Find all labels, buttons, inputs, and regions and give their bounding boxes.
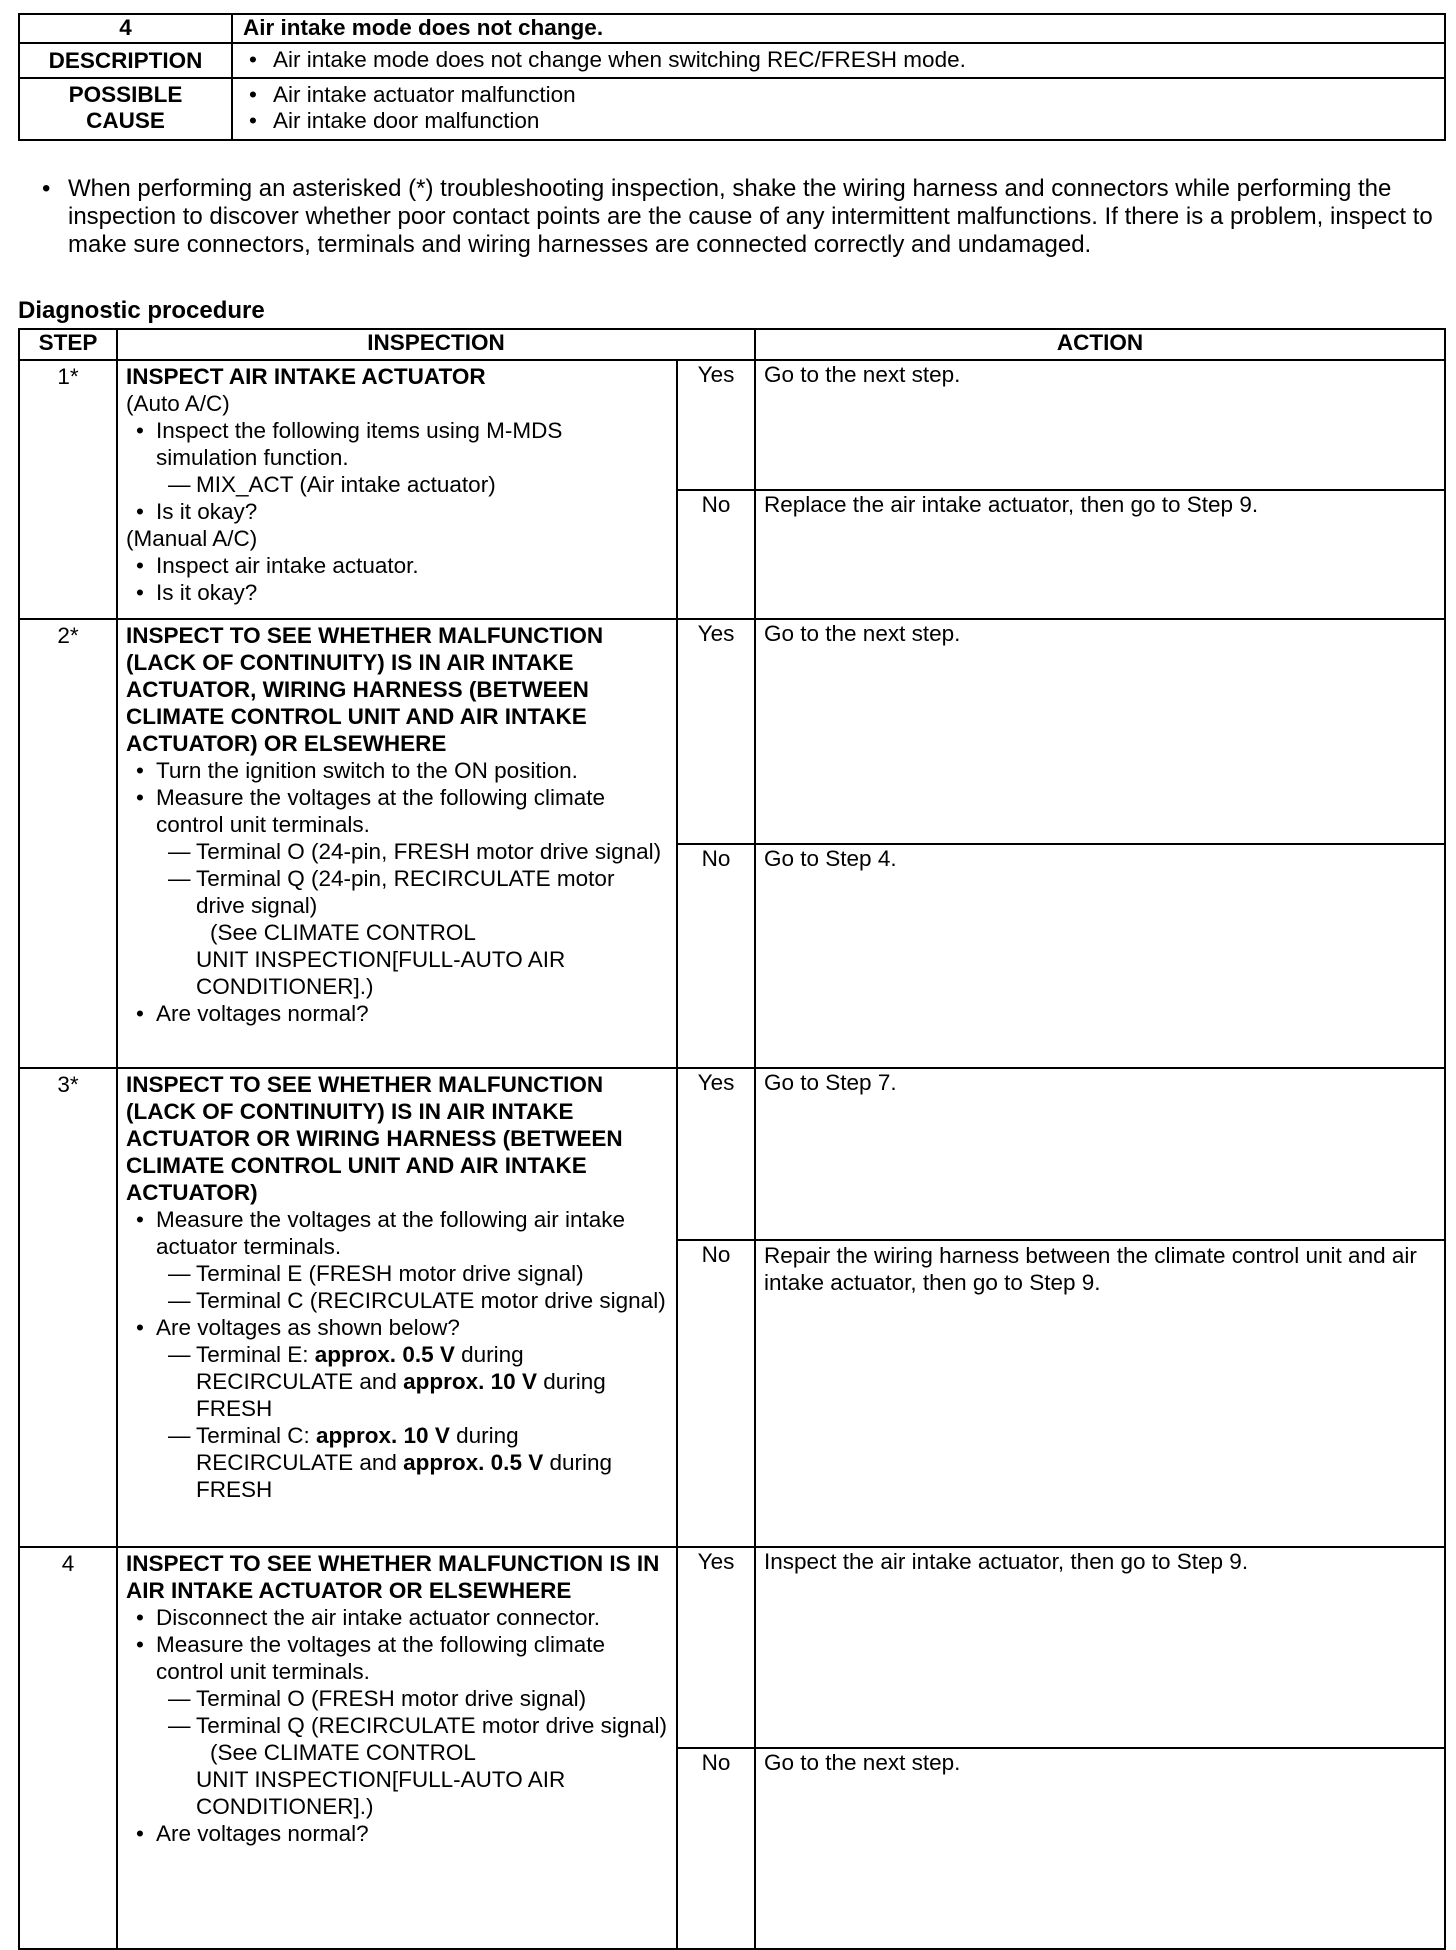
see-reference-line: (See CLIMATE CONTROL [210, 1740, 476, 1765]
inspection-heading: INSPECT TO SEE WHETHER MALFUNCTION (LACK OF CONTINUITY) IS IN AIR INTAKE ACTUATOR, WIRING HARNESS (BETWEEN CLIMATE CONTROL UNIT AND AIR INTAKE ACTUATOR) OR ELSEWHERE [126, 623, 604, 756]
step-number: 4 [19, 1547, 117, 1949]
no-label: No [677, 1748, 755, 1949]
no-action: Go to Step 4. [755, 844, 1445, 1069]
symptom-title: Air intake mode does not change. [232, 14, 1445, 43]
inspection-bullet: • Is it okay? [126, 498, 668, 525]
inspection-bullet: • Measure the voltages at the following climate control unit terminals. [126, 1631, 668, 1685]
no-action: Replace the air intake actuator, then go to Step 9. [755, 490, 1445, 620]
yes-label: Yes [677, 1547, 755, 1748]
see-reference-line: (See CLIMATE CONTROL [210, 920, 476, 945]
inspection-heading: INSPECT TO SEE WHETHER MALFUNCTION (LACK OF CONTINUITY) IS IN AIR INTAKE ACTUATOR OR WIRING HARNESS (BETWEEN CLIMATE CONTROL UNIT AND AIR INTAKE ACTUATOR) [126, 1072, 623, 1205]
section-title: Diagnostic procedure [18, 297, 265, 324]
possible-cause-item: • Air intake door malfunction [241, 108, 1436, 134]
diagnostic-procedure-table [18, 328, 1446, 1950]
inspection-dash-item: — Terminal Q (RECIRCULATE motor drive signal) [126, 1712, 668, 1739]
step-row [19, 1547, 1445, 1748]
inspection-dash-item: — MIX_ACT (Air intake actuator) [126, 471, 668, 498]
inspection-dash-item: — Terminal O (24-pin, FRESH motor drive signal) [126, 838, 668, 865]
step-row [19, 1068, 1445, 1240]
inspection-bullet: • Inspect the following items using M-MDS simulation function. [126, 417, 668, 471]
inspection-note: • When performing an asterisked (*) troubleshooting inspection, shake the wiring harness and connectors while performing the inspection to discover whether poor contact points are the cause of any intermittent malfunctions. If there is a problem, inspect to make sure connectors, terminals and wiring harnesses are connected correctly and undamaged. [42, 175, 1456, 259]
inspection-bullet: • Are voltages normal? [126, 1000, 668, 1027]
inspection-bullet: • Are voltages as shown below? [126, 1314, 668, 1341]
see-reference [126, 1739, 668, 1820]
inspection-bullet: • Measure the voltages at the following air intake actuator terminals. [126, 1206, 668, 1260]
inspection-cell [117, 619, 677, 1068]
step-number: 3* [19, 1068, 117, 1547]
step-row [19, 360, 1445, 490]
yes-action: Go to the next step. [755, 619, 1445, 844]
description-label: DESCRIPTION [19, 43, 232, 78]
inspection-dash-item: — Terminal O (FRESH motor drive signal) [126, 1685, 668, 1712]
step-number: 1* [19, 360, 117, 619]
inspection-dash-item: — Terminal E (FRESH motor drive signal) [126, 1260, 668, 1287]
yes-action: Inspect the air intake actuator, then go to Step 9. [755, 1547, 1445, 1748]
terminal-c-spec: — Terminal C: approx. 10 V during RECIRCULATE and approx. 0.5 V during FRESH [126, 1422, 668, 1503]
inspection-bullet: • Measure the voltages at the following climate control unit terminals. [126, 784, 668, 838]
no-label: No [677, 1240, 755, 1547]
inspection-bullet: • Turn the ignition switch to the ON position. [126, 757, 668, 784]
inspection-heading: INSPECT TO SEE WHETHER MALFUNCTION IS IN AIR INTAKE ACTUATOR OR ELSEWHERE [126, 1551, 660, 1603]
inspection-dash-item: — Terminal Q (24-pin, RECIRCULATE motor drive signal) [126, 865, 668, 919]
step-number: 2* [19, 619, 117, 1068]
see-reference-line: UNIT INSPECTION[FULL-AUTO AIR CONDITIONER].) [196, 947, 566, 999]
no-action: Repair the wiring harness between the climate control unit and air intake actuator, then go to Step 9. [755, 1240, 1445, 1547]
inspection-cell [117, 360, 677, 619]
yes-action: Go to Step 7. [755, 1068, 1445, 1240]
no-action: Go to the next step. [755, 1748, 1445, 1949]
terminal-e-spec: — Terminal E: approx. 0.5 V during RECIRCULATE and approx. 10 V during FRESH [126, 1341, 668, 1422]
symptom-number: 4 [19, 14, 232, 43]
inspection-heading: INSPECT AIR INTAKE ACTUATOR [126, 364, 486, 389]
yes-label: Yes [677, 1068, 755, 1240]
inspection-bullet: • Inspect air intake actuator. [126, 552, 668, 579]
see-reference-line: UNIT INSPECTION[FULL-AUTO AIR CONDITIONER].) [196, 1767, 566, 1819]
possible-cause-item: • Air intake actuator malfunction [241, 82, 1436, 108]
symptom-header-table [18, 13, 1446, 141]
inspection-subtitle: (Manual A/C) [126, 526, 258, 551]
no-label: No [677, 844, 755, 1069]
possible-cause-label-2: CAUSE [86, 108, 165, 133]
inspection-subtitle: (Auto A/C) [126, 391, 230, 416]
yes-action: Go to the next step. [755, 360, 1445, 490]
yes-label: Yes [677, 619, 755, 844]
inspection-bullet: • Disconnect the air intake actuator connector. [126, 1604, 668, 1631]
column-header-action: ACTION [755, 329, 1445, 360]
inspection-cell [117, 1068, 677, 1547]
description-text: • Air intake mode does not change when switching REC/FRESH mode. [241, 44, 1436, 75]
step-row [19, 619, 1445, 844]
see-reference [126, 919, 668, 1000]
yes-label: Yes [677, 360, 755, 490]
inspection-dash-item: — Terminal C (RECIRCULATE motor drive signal) [126, 1287, 668, 1314]
possible-cause-label-1: POSSIBLE [68, 82, 183, 107]
no-label: No [677, 490, 755, 620]
column-header-step: STEP [19, 329, 117, 360]
column-header-inspection: INSPECTION [117, 329, 755, 360]
inspection-bullet: • Are voltages normal? [126, 1820, 668, 1847]
inspection-cell [117, 1547, 677, 1949]
inspection-bullet: • Is it okay? [126, 579, 668, 606]
